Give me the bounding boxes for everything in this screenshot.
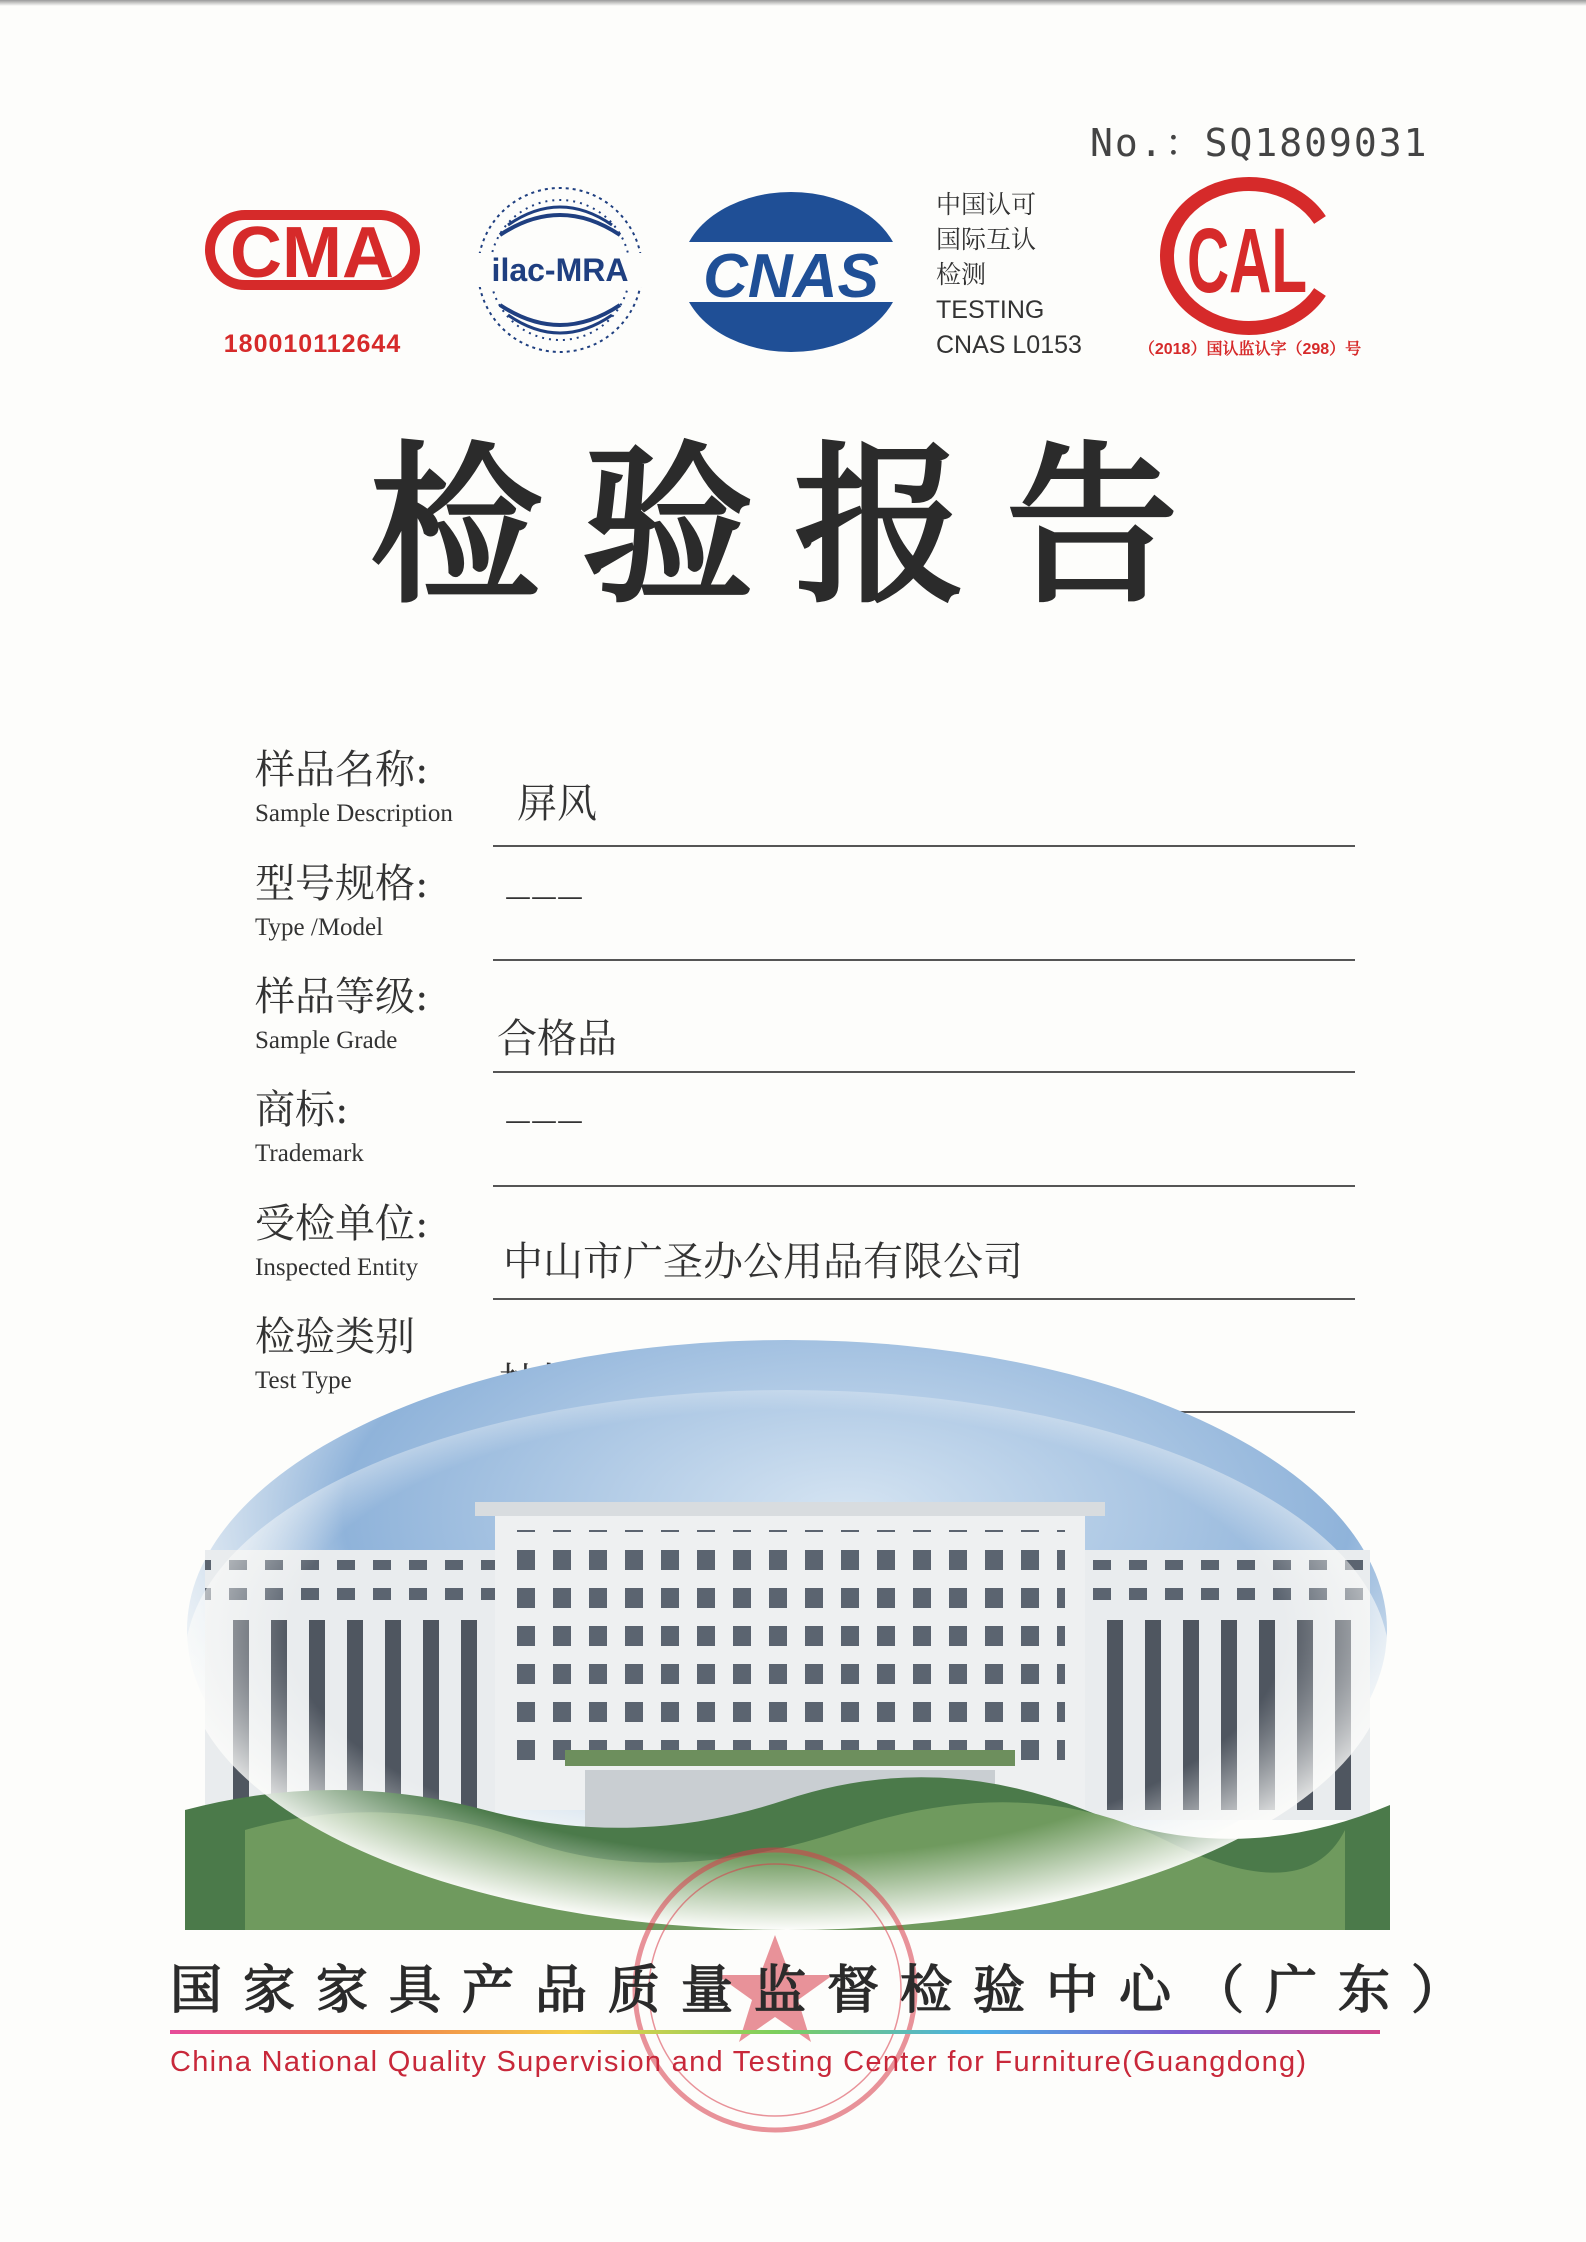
decorative-rule <box>170 2030 1380 2034</box>
field-label-cn: 商标: <box>255 1087 349 1133</box>
cal-code: （2018）国认监认字（298）号 <box>1138 341 1362 358</box>
cnas-mark: CNAS <box>703 242 879 311</box>
field-label-en: Inspected Entity <box>255 1254 419 1281</box>
field-value: ——— <box>505 1106 583 1136</box>
cnas-text-line: 国际互认 <box>936 226 1037 254</box>
report-number: No.：SQ1809031 <box>1090 121 1429 165</box>
scan-edge <box>0 0 1586 6</box>
cnas-text-line: 中国认可 <box>936 191 1037 219</box>
report-title: 检验报告 <box>370 424 1218 627</box>
cnas-text-line: TESTING <box>936 296 1045 324</box>
field-sample-grade <box>255 965 1355 1075</box>
field-value: 合格品 <box>497 1016 617 1062</box>
cnas-text-line: 检测 <box>936 261 987 289</box>
field-sample-description <box>255 738 1355 848</box>
field-label-en: Sample Description <box>255 800 453 827</box>
field-underline <box>493 959 1355 961</box>
field-label-en: Trademark <box>255 1140 364 1167</box>
field-type-model <box>255 852 1355 962</box>
field-label-cn: 样品名称: <box>255 747 429 793</box>
field-value: 屏风 <box>517 781 597 827</box>
field-value: 中山市广圣办公用品有限公司 <box>503 1239 1023 1285</box>
field-underline <box>493 1071 1355 1073</box>
organization-name-en: China National Quality Supervision and Testing Center for Furniture(Guangdong) <box>170 2046 1308 2078</box>
field-label-cn: 受检单位: <box>255 1201 429 1247</box>
ilac-mra-logo <box>470 175 650 365</box>
field-underline <box>493 845 1355 847</box>
cma-code: 180010112644 <box>223 330 402 358</box>
cnas-logo <box>676 190 906 355</box>
cnas-accreditation-text <box>936 188 1082 363</box>
cal-logo <box>1155 180 1345 330</box>
field-label-cn: 型号规格: <box>255 861 429 907</box>
cma-mark: CMA <box>230 213 394 293</box>
field-label-en: Type /Model <box>255 914 384 941</box>
field-underline <box>493 1298 1355 1300</box>
cal-mark: CAL <box>1187 210 1307 312</box>
field-underline <box>493 1185 1355 1187</box>
field-label-en: Test Type <box>255 1367 352 1394</box>
field-trademark <box>255 1078 1355 1188</box>
field-inspected-entity <box>255 1192 1355 1302</box>
field-label-cn: 样品等级: <box>255 974 429 1020</box>
field-label-cn: 检验类别 <box>255 1314 415 1360</box>
field-label-en: Sample Grade <box>255 1027 398 1054</box>
field-value: ——— <box>505 882 583 912</box>
organization-name-cn: 国家家具产品质量监督检验中心（广东） <box>170 1960 1485 2021</box>
cnas-text-line: CNAS L0153 <box>936 331 1082 359</box>
ilac-mark: ilac-MRA <box>491 252 629 288</box>
